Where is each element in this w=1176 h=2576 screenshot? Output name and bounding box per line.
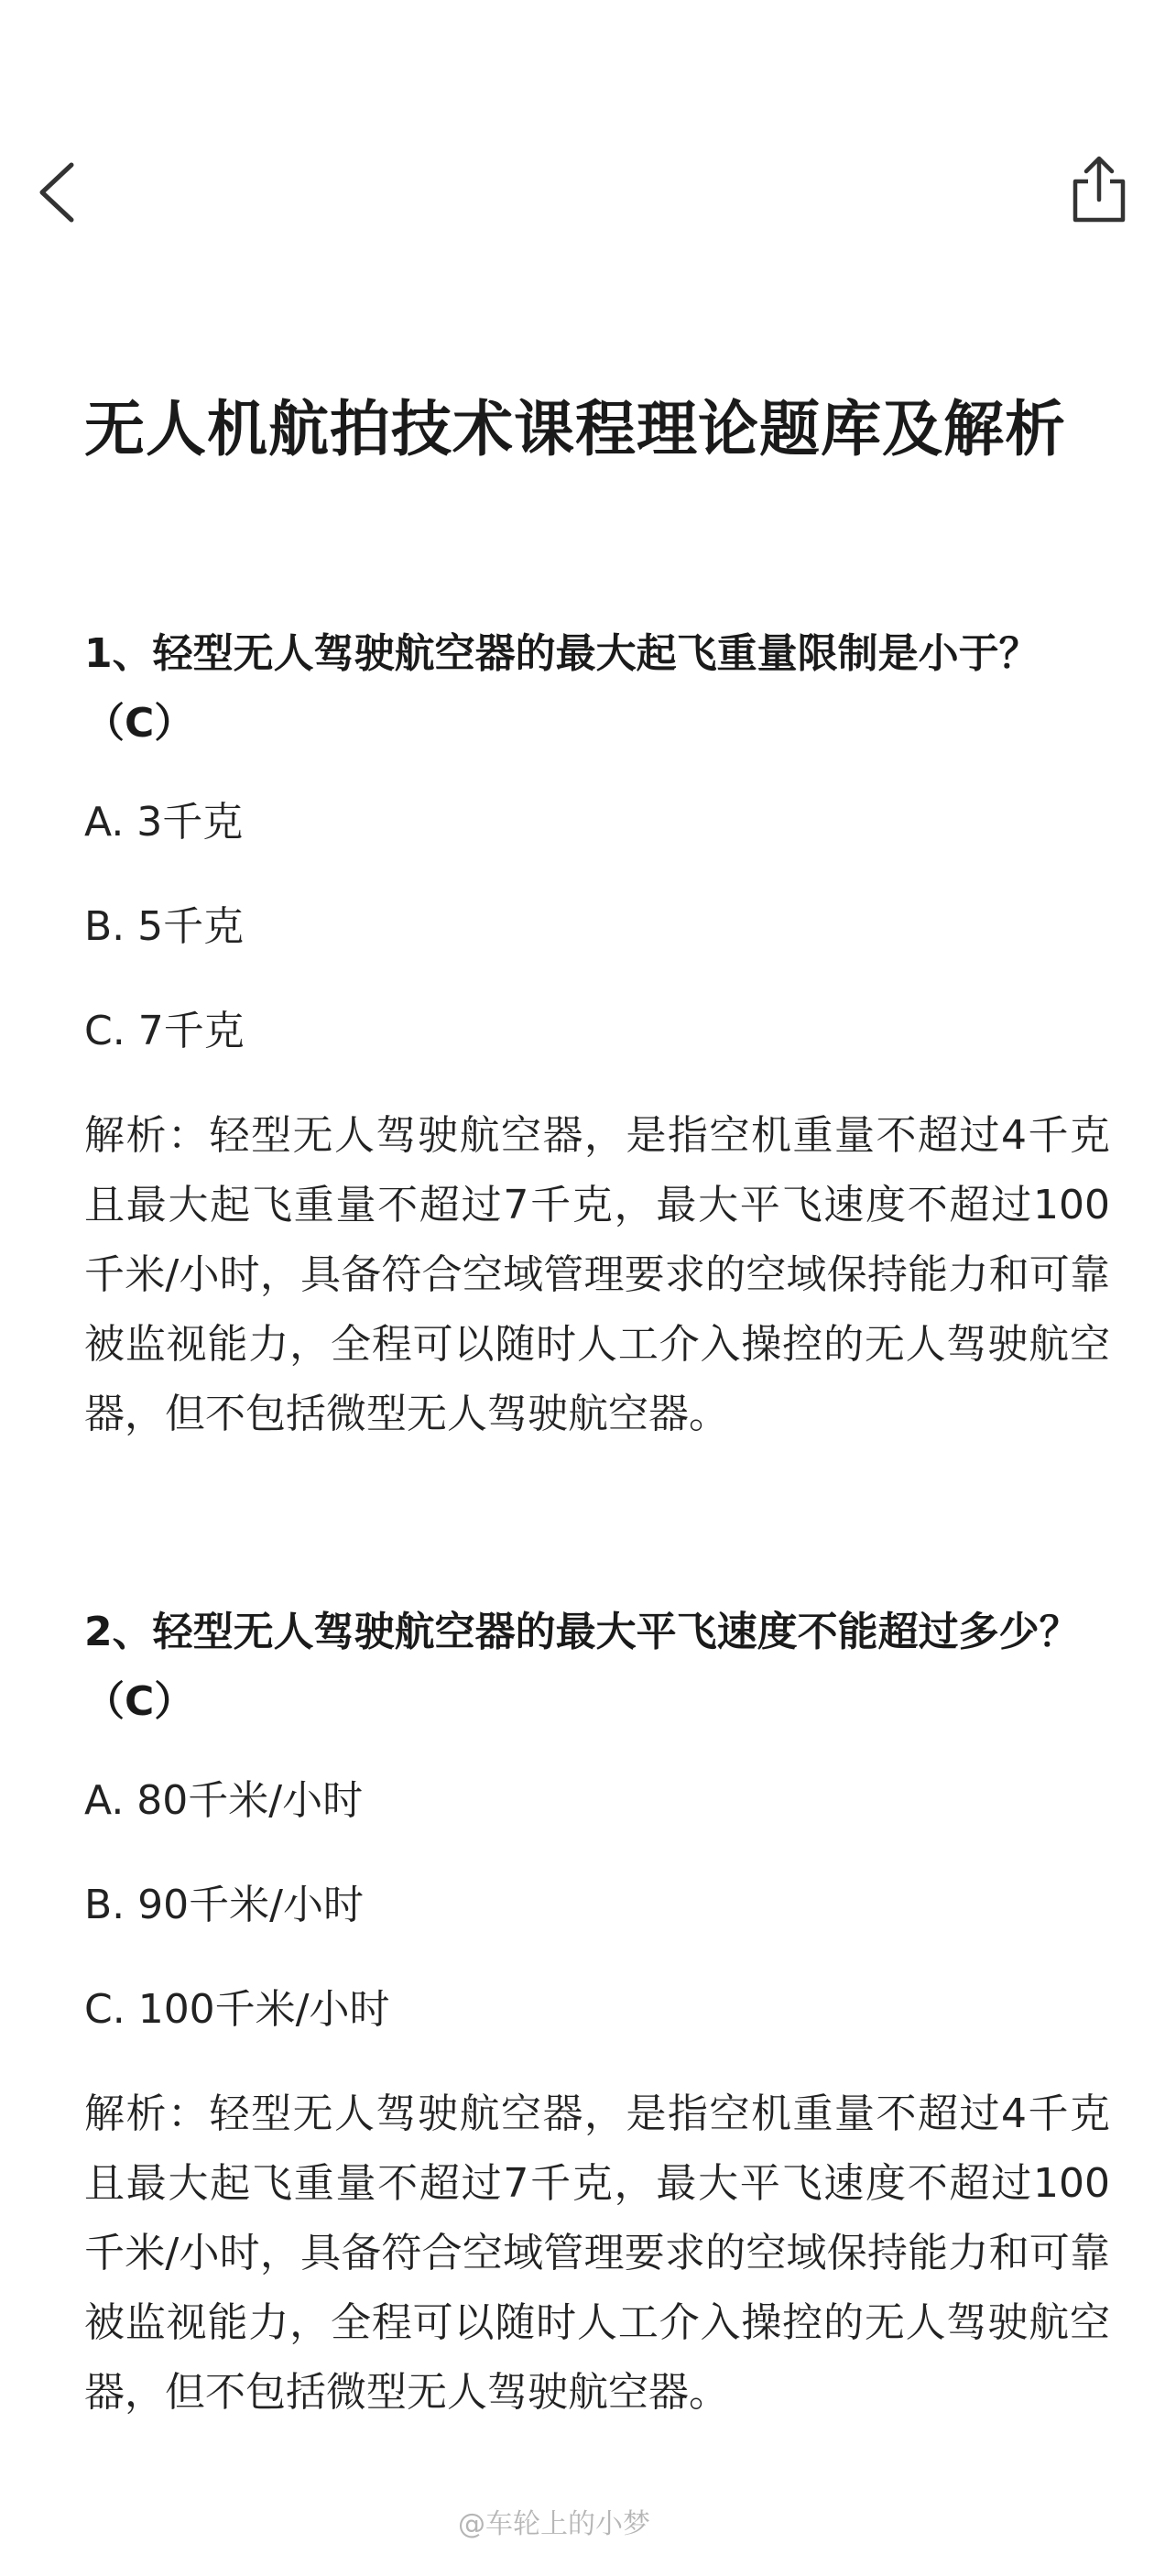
option-b: B. 5千克 [84, 903, 245, 950]
option-a: A. 80千米/小时 [84, 1777, 364, 1824]
share-icon [1070, 154, 1128, 224]
question-text: 1、轻型无人驾驶航空器的最大起飞重量限制是小于？（C） [84, 630, 1040, 747]
share-button[interactable] [1070, 154, 1128, 224]
chevron-left-icon [31, 159, 86, 225]
option-c: C. 100千米/小时 [84, 1986, 390, 2033]
option-a: A. 3千克 [84, 799, 244, 846]
question-item [84, 1598, 1110, 2428]
question-analysis: 解析：轻型无人驾驶航空器，是指空机重量不超过4千克且最大起飞重量不超过7千克，最大平飞速度不超过100千米/小时，具备符合空域管理要求的空域保持能力和可靠被监视能力，全程可以随时人工介入操控的无人驾驶航空器，但不包括微型无人驾驶航空器。 [84, 1112, 1110, 1437]
question-analysis: 解析：轻型无人驾驶航空器，是指空机重量不超过4千克且最大起飞重量不超过7千克，最大平飞速度不超过100千米/小时，具备符合空域管理要求的空域保持能力和可靠被监视能力，全程可以随时人工介入操控的无人驾驶航空器，但不包括微型无人驾驶航空器。 [84, 2090, 1110, 2416]
question-item [84, 619, 1110, 1449]
option-c: C. 7千克 [84, 1008, 245, 1054]
back-button[interactable] [31, 159, 86, 225]
watermark: @车轮上的小梦 [458, 2508, 650, 2540]
article-content [84, 385, 1110, 2576]
option-b: B. 90千米/小时 [84, 1882, 364, 1928]
page-title: 无人机航拍技术课程理论题库及解析 [84, 394, 1066, 464]
question-text: 2、轻型无人驾驶航空器的最大平飞速度不能超过多少？（C） [84, 1609, 1080, 1725]
top-bar [0, 0, 1176, 275]
